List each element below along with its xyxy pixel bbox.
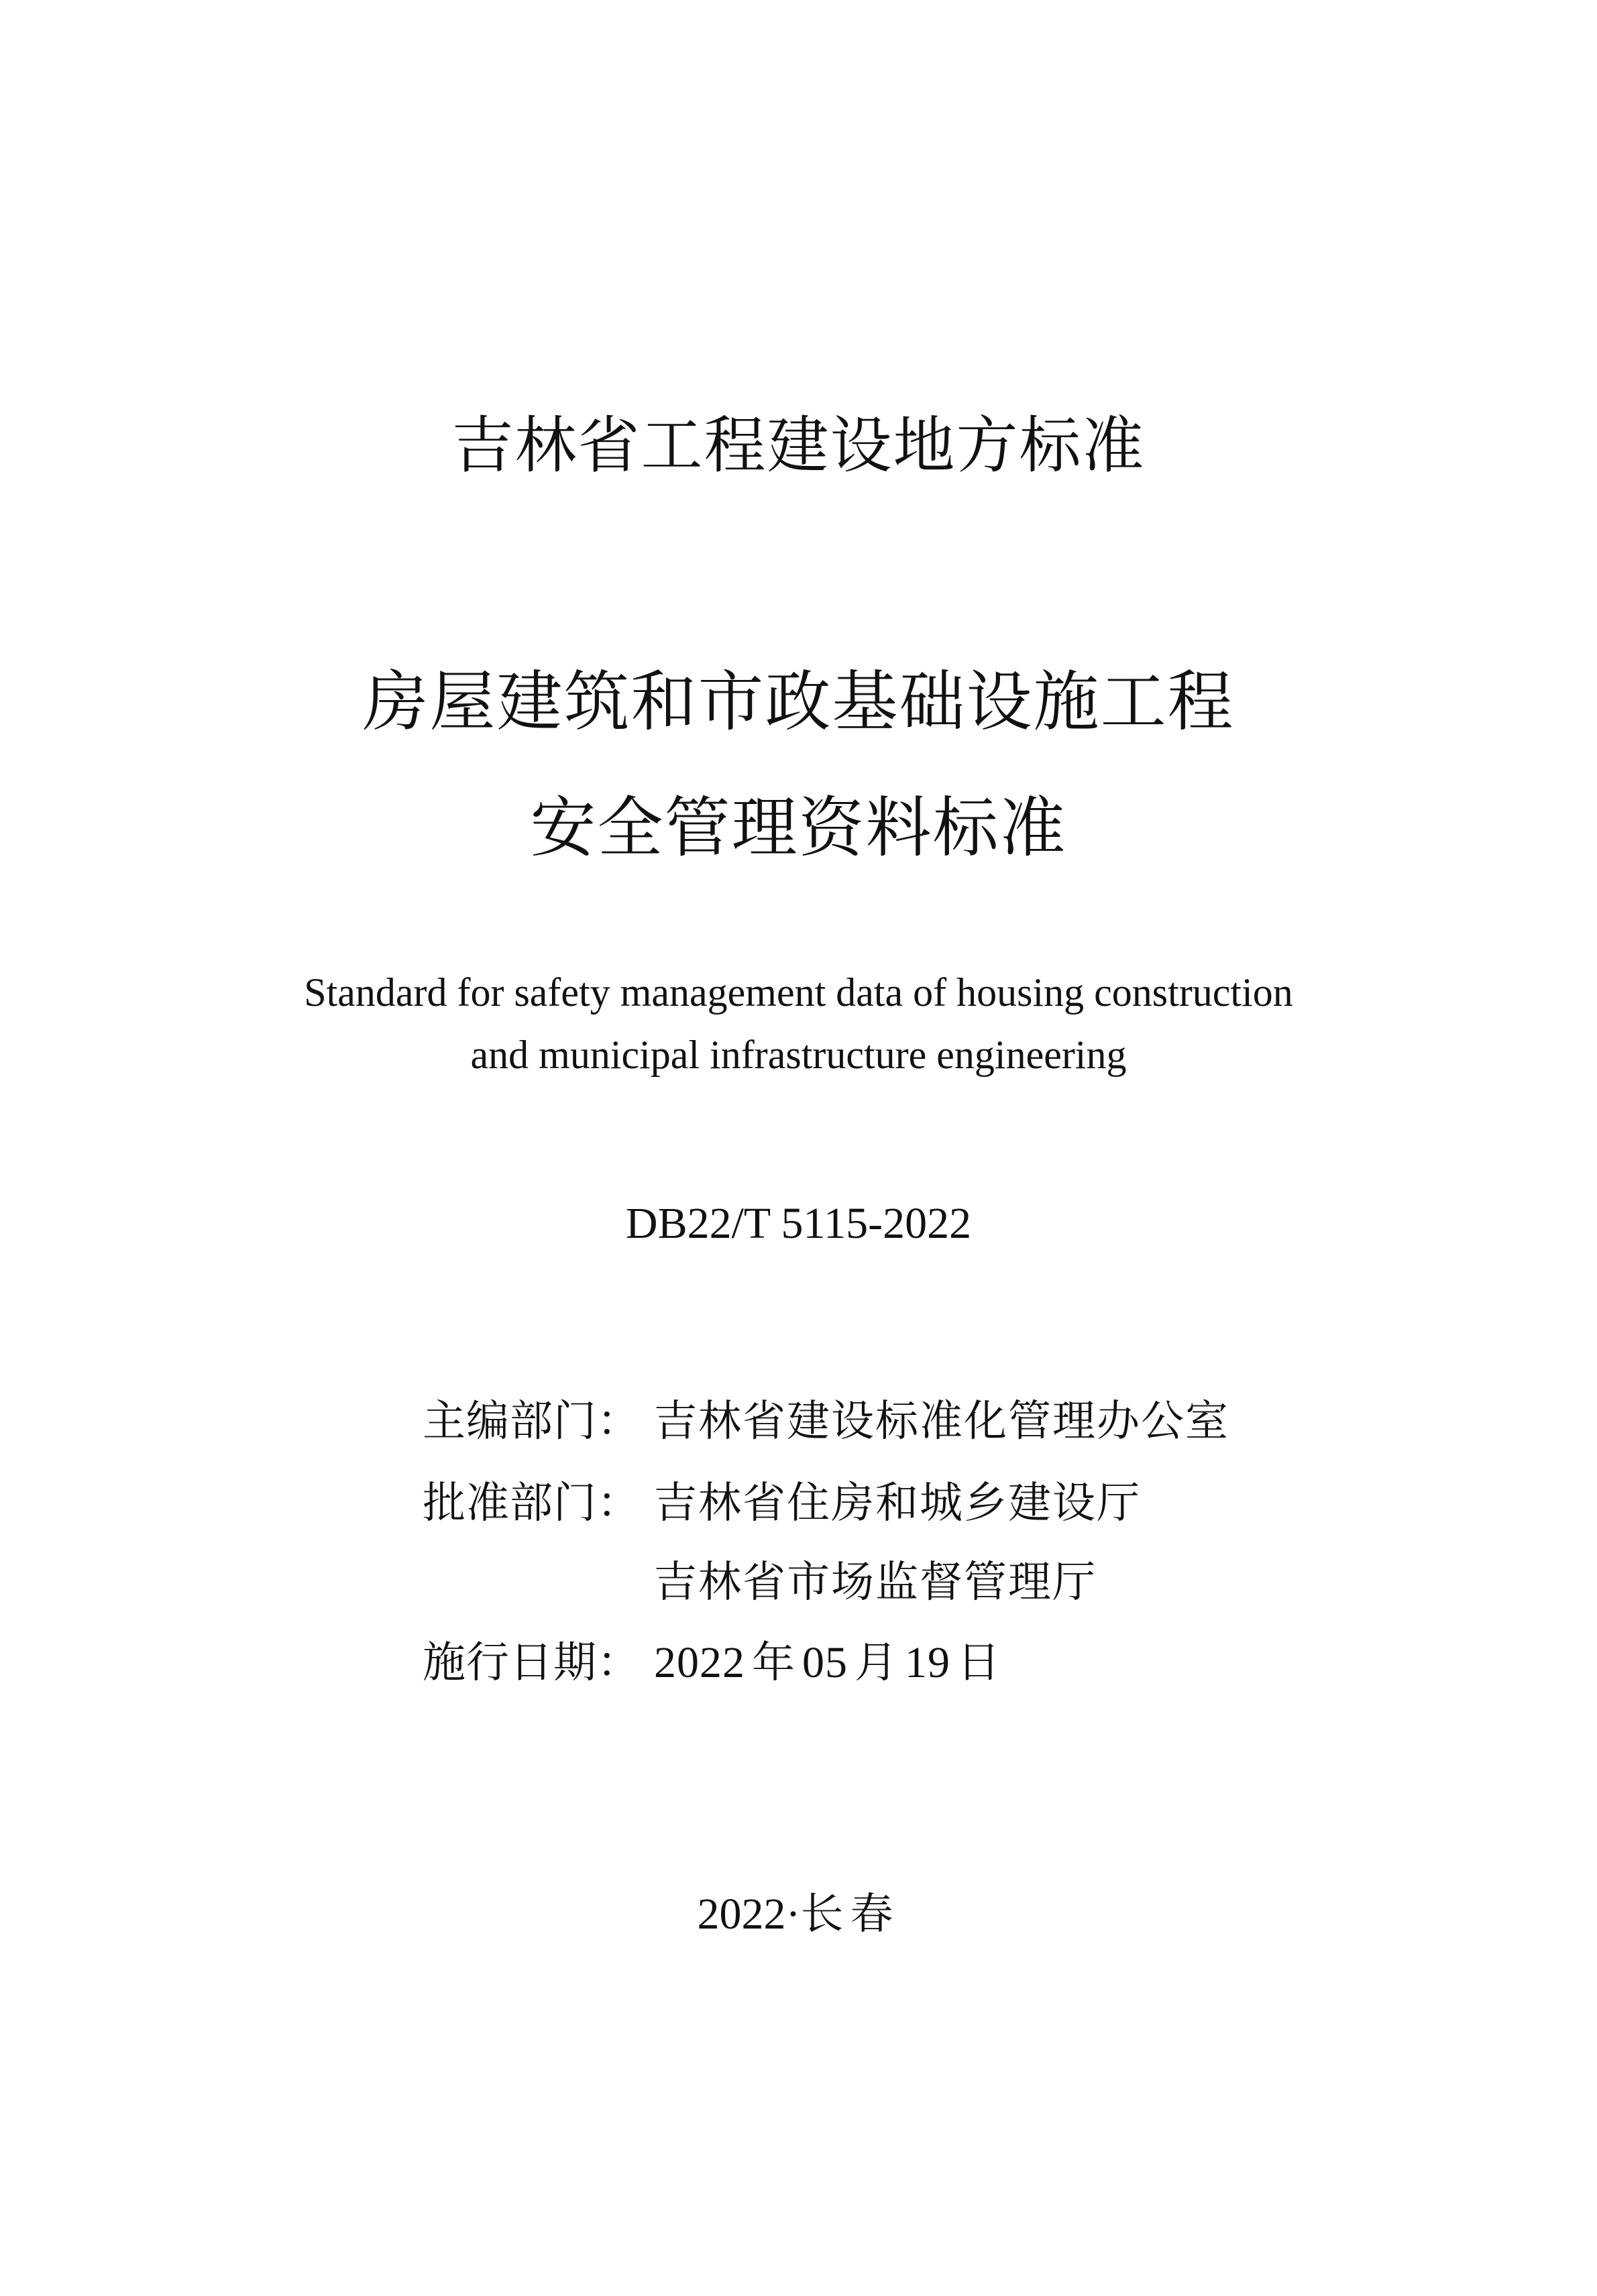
place-year: 2022	[697, 1890, 786, 1939]
approver-label: 批准部门：	[423, 1479, 641, 1528]
approver-value-2: 吉林省市场监督管理厅	[654, 1558, 1097, 1607]
approver-row	[423, 1470, 1141, 1537]
approver-row-2	[654, 1549, 1097, 1616]
title-line-1: 房屋建筑和市政基础设施工程	[362, 664, 1235, 740]
effective-date-row	[423, 1629, 1007, 1697]
editor-label: 主编部门：	[423, 1397, 641, 1446]
place-separator: ·	[785, 1890, 801, 1939]
approver-value-1: 吉林省住房和城乡建设厅	[654, 1479, 1141, 1528]
effective-date-value	[654, 1638, 1007, 1687]
series-title: 吉林省工程建设地方标准	[451, 410, 1146, 481]
date-year: 2022	[654, 1638, 745, 1687]
publication-place	[0, 1881, 1597, 1948]
place-city: 长春	[800, 1890, 900, 1939]
title-line-2: 安全管理资料标准	[530, 790, 1067, 866]
date-day: 19	[905, 1638, 950, 1687]
date-day-unit: 日	[957, 1638, 1001, 1688]
date-month: 05	[802, 1638, 848, 1687]
date-year-unit: 年	[752, 1638, 795, 1688]
standard-code: DB22/T 5115-2022	[625, 1199, 972, 1248]
editor-value: 吉林省建设标准化管理办公室	[654, 1397, 1229, 1446]
effective-date-label: 施行日期：	[423, 1638, 641, 1688]
english-title-line-1: Standard for safety management data of housing construction	[304, 970, 1293, 1015]
editor-row	[423, 1388, 1229, 1455]
date-month-unit: 月	[855, 1638, 898, 1688]
english-title-line-2: and municipal infrastructure engineering	[470, 1033, 1127, 1077]
